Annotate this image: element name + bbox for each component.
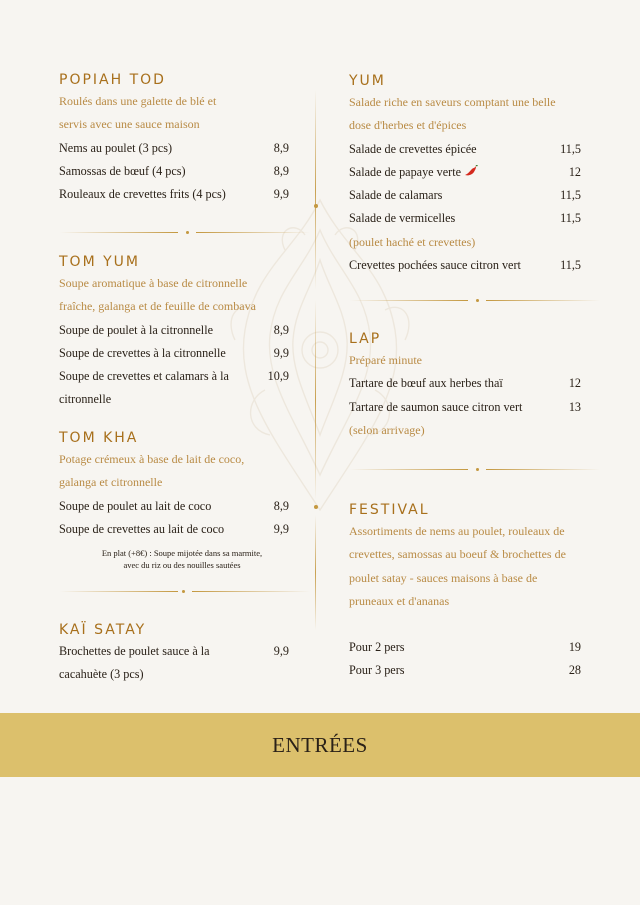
item-name: Pour 3 pers [349,663,405,678]
section-title: TOM KHA [59,430,139,446]
section-yum [349,71,581,277]
section-description: servis avec une sauce maison [59,117,200,132]
menu-item [349,254,581,277]
item-price: 9,9 [273,187,289,202]
note-line: En plat (+8€) : Soupe mijotée dans sa marmite, [101,548,263,559]
menu-item [59,640,289,663]
section-description: galanga et citronnelle [59,475,163,490]
item-name: Salade de papaye verte [349,164,461,179]
item-price: 11,5 [560,141,581,156]
menu-item [349,207,581,230]
section-description: Soupe aromatique à base de citronnelle [59,276,248,290]
section-title: LAP [349,331,382,347]
note-line: avec du riz ou des nouilles sautées [123,560,241,571]
menu-item [349,636,581,659]
menu-item [59,160,289,183]
item-name: Nems au poulet (3 pcs) [59,140,173,155]
vertical-divider-middle [315,300,316,500]
category-banner [0,713,640,777]
item-name: Tartare de saumon sauce citron vert [349,399,523,414]
menu-item-continuation [59,663,289,686]
item-price: 12 [568,164,581,179]
item-sub-note: (selon arrivage) [349,422,425,437]
menu-item [59,495,289,518]
item-name: Samossas de bœuf (4 pcs) [59,163,186,178]
item-name: Soupe de poulet à la citronnelle [59,322,213,337]
item-name: cacahuète (3 pcs) [59,667,144,682]
item-price: 8,9 [273,140,289,155]
section-description: Préparé minute [349,353,422,367]
section-lap [349,329,581,442]
section-description: fraîche, galanga et de feuille de combava [59,299,256,314]
item-price: 8,9 [273,163,289,178]
menu-item [349,372,581,395]
item-name: Tartare de bœuf aux herbes thaï [349,376,503,391]
section-title: YUM [349,73,386,89]
section-festival [349,500,581,683]
divider-dot [314,204,318,208]
section-description: pruneaux et d'ananas [349,593,450,608]
item-price: 9,9 [273,345,289,360]
serving-note [59,547,289,571]
section-tom-kha [59,428,289,571]
section-separator [60,589,310,595]
item-price: 11,5 [560,188,581,203]
item-name: Salade de calamars [349,188,443,203]
vertical-divider-bottom [315,515,316,630]
menu-item [349,396,581,419]
item-name: Brochettes de poulet sauce à la [59,644,210,658]
menu-item [59,518,289,541]
menu-item [349,161,581,184]
menu-item [349,138,581,161]
item-price: 8,9 [273,322,289,337]
item-price: 11,5 [560,258,581,273]
section-separator [350,298,600,304]
item-price: 19 [568,640,581,655]
section-title: POPIAH TOD [59,72,166,88]
item-name: Salade de vermicelles [349,211,456,226]
menu-item [59,319,289,342]
section-description: Potage crémeux à base de lait de coco, [59,452,245,466]
item-name: Pour 2 pers [349,640,405,655]
menu-item [349,184,581,207]
section-popiah-tod [59,70,289,206]
item-price: 8,9 [273,498,289,513]
item-price: 12 [568,376,581,391]
item-sub-note: (poulet haché et crevettes) [349,234,476,249]
item-name: Soupe de crevettes et calamars à la [59,369,229,384]
section-title: FESTIVAL [349,502,430,518]
menu-item [59,183,289,206]
item-price: 13 [568,399,581,414]
item-name: Crevettes pochées sauce citron vert [349,258,521,273]
category-title: ENTRÉES [272,732,368,757]
section-description: dose d'herbes et d'épices [349,118,467,133]
item-name: citronnelle [59,392,112,407]
vertical-divider-top [315,90,316,290]
item-name: Soupe de crevettes à la citronnelle [59,345,226,360]
section-tom-yum [59,252,289,412]
section-description: poulet satay - sauces maisons à base de [349,570,538,585]
section-description: Assortiments de nems au poulet, rouleaux de [349,524,565,538]
menu-item [349,659,581,682]
section-title: KAÏ SATAY [59,622,147,638]
item-price: 9,9 [273,521,289,536]
section-separator [60,230,310,236]
section-title: TOM YUM [59,254,140,270]
section-description: crevettes, samossas au boeuf & brochettes de [349,547,566,562]
section-separator [350,467,600,473]
item-price: 28 [568,663,581,678]
section-kai-satay [59,620,289,687]
item-price: 9,9 [273,644,289,658]
menu-item [59,137,289,160]
chili-pepper-icon [464,165,478,177]
menu-item-continuation [59,388,289,411]
section-description: Roulés dans une galette de blé et [59,94,217,108]
item-name: Salade de crevettes épicée [349,141,477,156]
item-name: Soupe de poulet au lait de coco [59,498,212,513]
item-name: Soupe de crevettes au lait de coco [59,521,225,536]
item-price: 10,9 [267,369,289,384]
menu-item [59,342,289,365]
item-name: Rouleaux de crevettes frits (4 pcs) [59,187,226,202]
item-price: 11,5 [560,211,581,226]
divider-dot [314,505,318,509]
menu-item [59,365,289,388]
section-description: Salade riche en saveurs comptant une belle [349,95,556,109]
